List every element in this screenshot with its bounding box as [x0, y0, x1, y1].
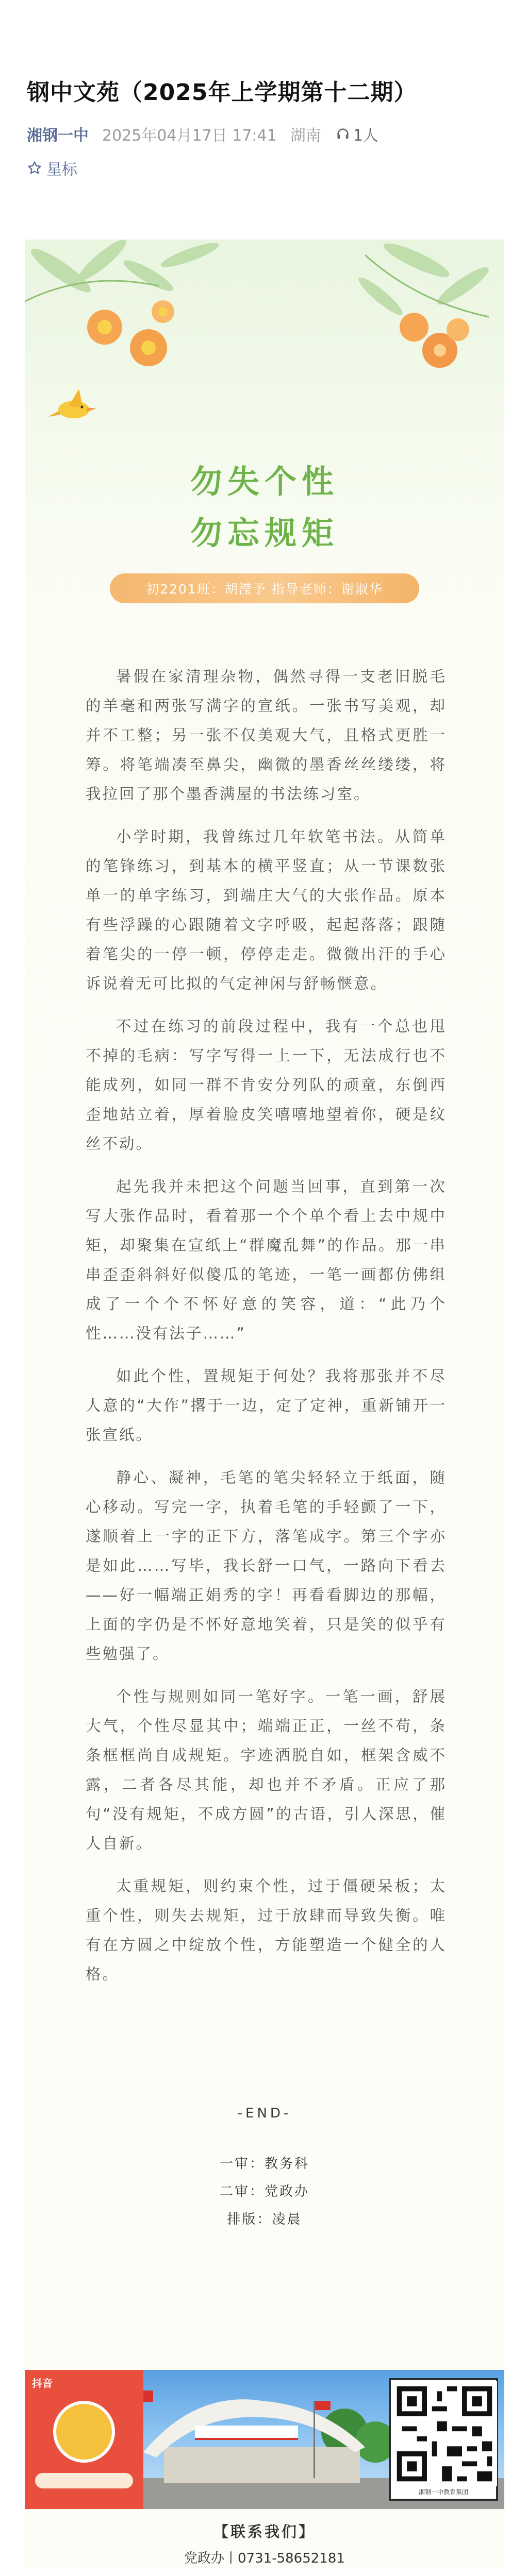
- contact-line: 党政办丨0731-58652181: [184, 2551, 345, 2566]
- star-button[interactable]: [27, 157, 501, 179]
- end-mark: -END-: [237, 2106, 292, 2121]
- star-label: 星标: [46, 161, 77, 179]
- douyin-sticker: [25, 2370, 143, 2509]
- contact-title: 【联系我们】: [213, 2523, 316, 2540]
- douyin-label: 抖音: [32, 2377, 53, 2389]
- credit-line: 排版：凌晨: [227, 2212, 302, 2227]
- body-paragraph: 不过在练习的前段过程中，我有一个总也甩不掉的毛病：写字写得一上一下，无法成行也不能成列，如同一群不肯安分列队的顽童，东倒西歪地站立着，厚着脸皮笑嘻嘻地望着你，硬是纹丝不动。: [86, 1018, 447, 1153]
- region-label: 湖南: [290, 127, 321, 145]
- contact-line: [25, 2572, 504, 2576]
- body-paragraph: 静心、凝神，毛笔的笔尖轻轻立于纸面，随心移动。写完一字，执着毛笔的手轻颤了一下，遂顺着上一字的正下方，落笔成字。第三个字亦是如此……写毕，我长舒一口气，一路向下看去——好一幅端正娟秀的字！再看看脚边的那幅，上面的字仍是不怀好意地笑着，只是笑的似乎有些勉强了。: [86, 1469, 447, 1663]
- article-title: 钢中文苑（2025年上学期第十二期）: [27, 79, 417, 106]
- body-paragraph: 如此个性，置规矩于何处？我将那张并不尽人意的“大作”撂于一边，定了定神，重新铺开一张宣纸。: [86, 1367, 447, 1444]
- author-byline: 初2201班：胡滢予 指导老师：谢淑华: [110, 573, 419, 603]
- account-name-link[interactable]: 湘钢一中: [27, 127, 89, 145]
- listen-count-text: 1人: [353, 127, 378, 145]
- body-paragraph: 小学时期，我曾练过几年软笔书法。从简单的笔锋练习，到基本的横平竖直；从一节课数张单一的单字练习，到端庄大气的大张作品。原本有些浮躁的心跟随着文字呼吸，起起落落；跟随着笔尖的一停一顿，停停走走。微微出汗的手心诉说着无可比拟的气定神闲与舒畅惬意。: [86, 828, 447, 992]
- article-header: [0, 0, 528, 179]
- star-icon: [27, 160, 42, 176]
- qr-caption: 湘钢一中教育集团: [418, 2488, 468, 2496]
- headphones-icon: [336, 127, 350, 141]
- article-card: [25, 240, 504, 2568]
- credit-line: 一审：教务科: [219, 2156, 309, 2172]
- qr-code[interactable]: [389, 2378, 498, 2501]
- flower-decoration: [25, 240, 504, 482]
- douyin-caption: [35, 2473, 133, 2488]
- body-paragraph: 太重规矩，则约束个性，过于僵硬呆板；太重个性，则失去规矩，过于放肆而导致失衡。唯有在方圆之中绽放个性，方能塑造一个健全的人格。: [86, 1877, 447, 1983]
- card-title-line1: 勿失个性: [190, 463, 339, 500]
- body-paragraph: 暑假在家清理杂物，偶然寻得一支老旧脱毛的羊毫和两张写满字的宣纸。一张书写美观，却并不工整；另一张不仅美观大气，且格式更胜一筹。将笔端凑至鼻尖，幽微的墨香丝丝缕缕，将我拉回了那个墨香满屋的书法练习室。: [86, 668, 447, 803]
- publish-date: 2025年04月17日 17:41: [102, 127, 277, 145]
- listen-count[interactable]: [336, 123, 378, 145]
- editor-credits: [25, 2150, 504, 2233]
- school-banner-image[interactable]: [25, 2370, 504, 2509]
- card-title-line2: 勿忘规矩: [190, 514, 339, 552]
- qr-code-icon: [392, 2381, 497, 2486]
- credit-line: 二审：党政办: [219, 2184, 309, 2199]
- contact-section: [25, 2518, 504, 2576]
- article-meta: [27, 123, 501, 145]
- body-paragraph: 起先我并未把这个问题当回事，直到第一次写大张作品时，看着那一个个单个看上去中规中矩，却聚集在宣纸上“群魔乱舞”的作品。那一串串歪歪斜斜好似傻瓜的笔迹，一笔一画都仿佛组成了一个个不怀好意的笑容，道：“此乃个性……没有法子……”: [86, 1178, 447, 1342]
- body-paragraph: 个性与规则如同一笔好字。一笔一画，舒展大气，个性尽显其中；端端正正，一丝不苟，条条框框尚自成规矩。字迹洒脱自如，框架含威不露，二者各尽其能，却也并不矛盾。正应了那句“没有规矩，不成方圆”的古语，引人深思，催人自新。: [86, 1688, 447, 1852]
- article-body: [86, 662, 447, 2003]
- school-logo: [53, 2401, 115, 2463]
